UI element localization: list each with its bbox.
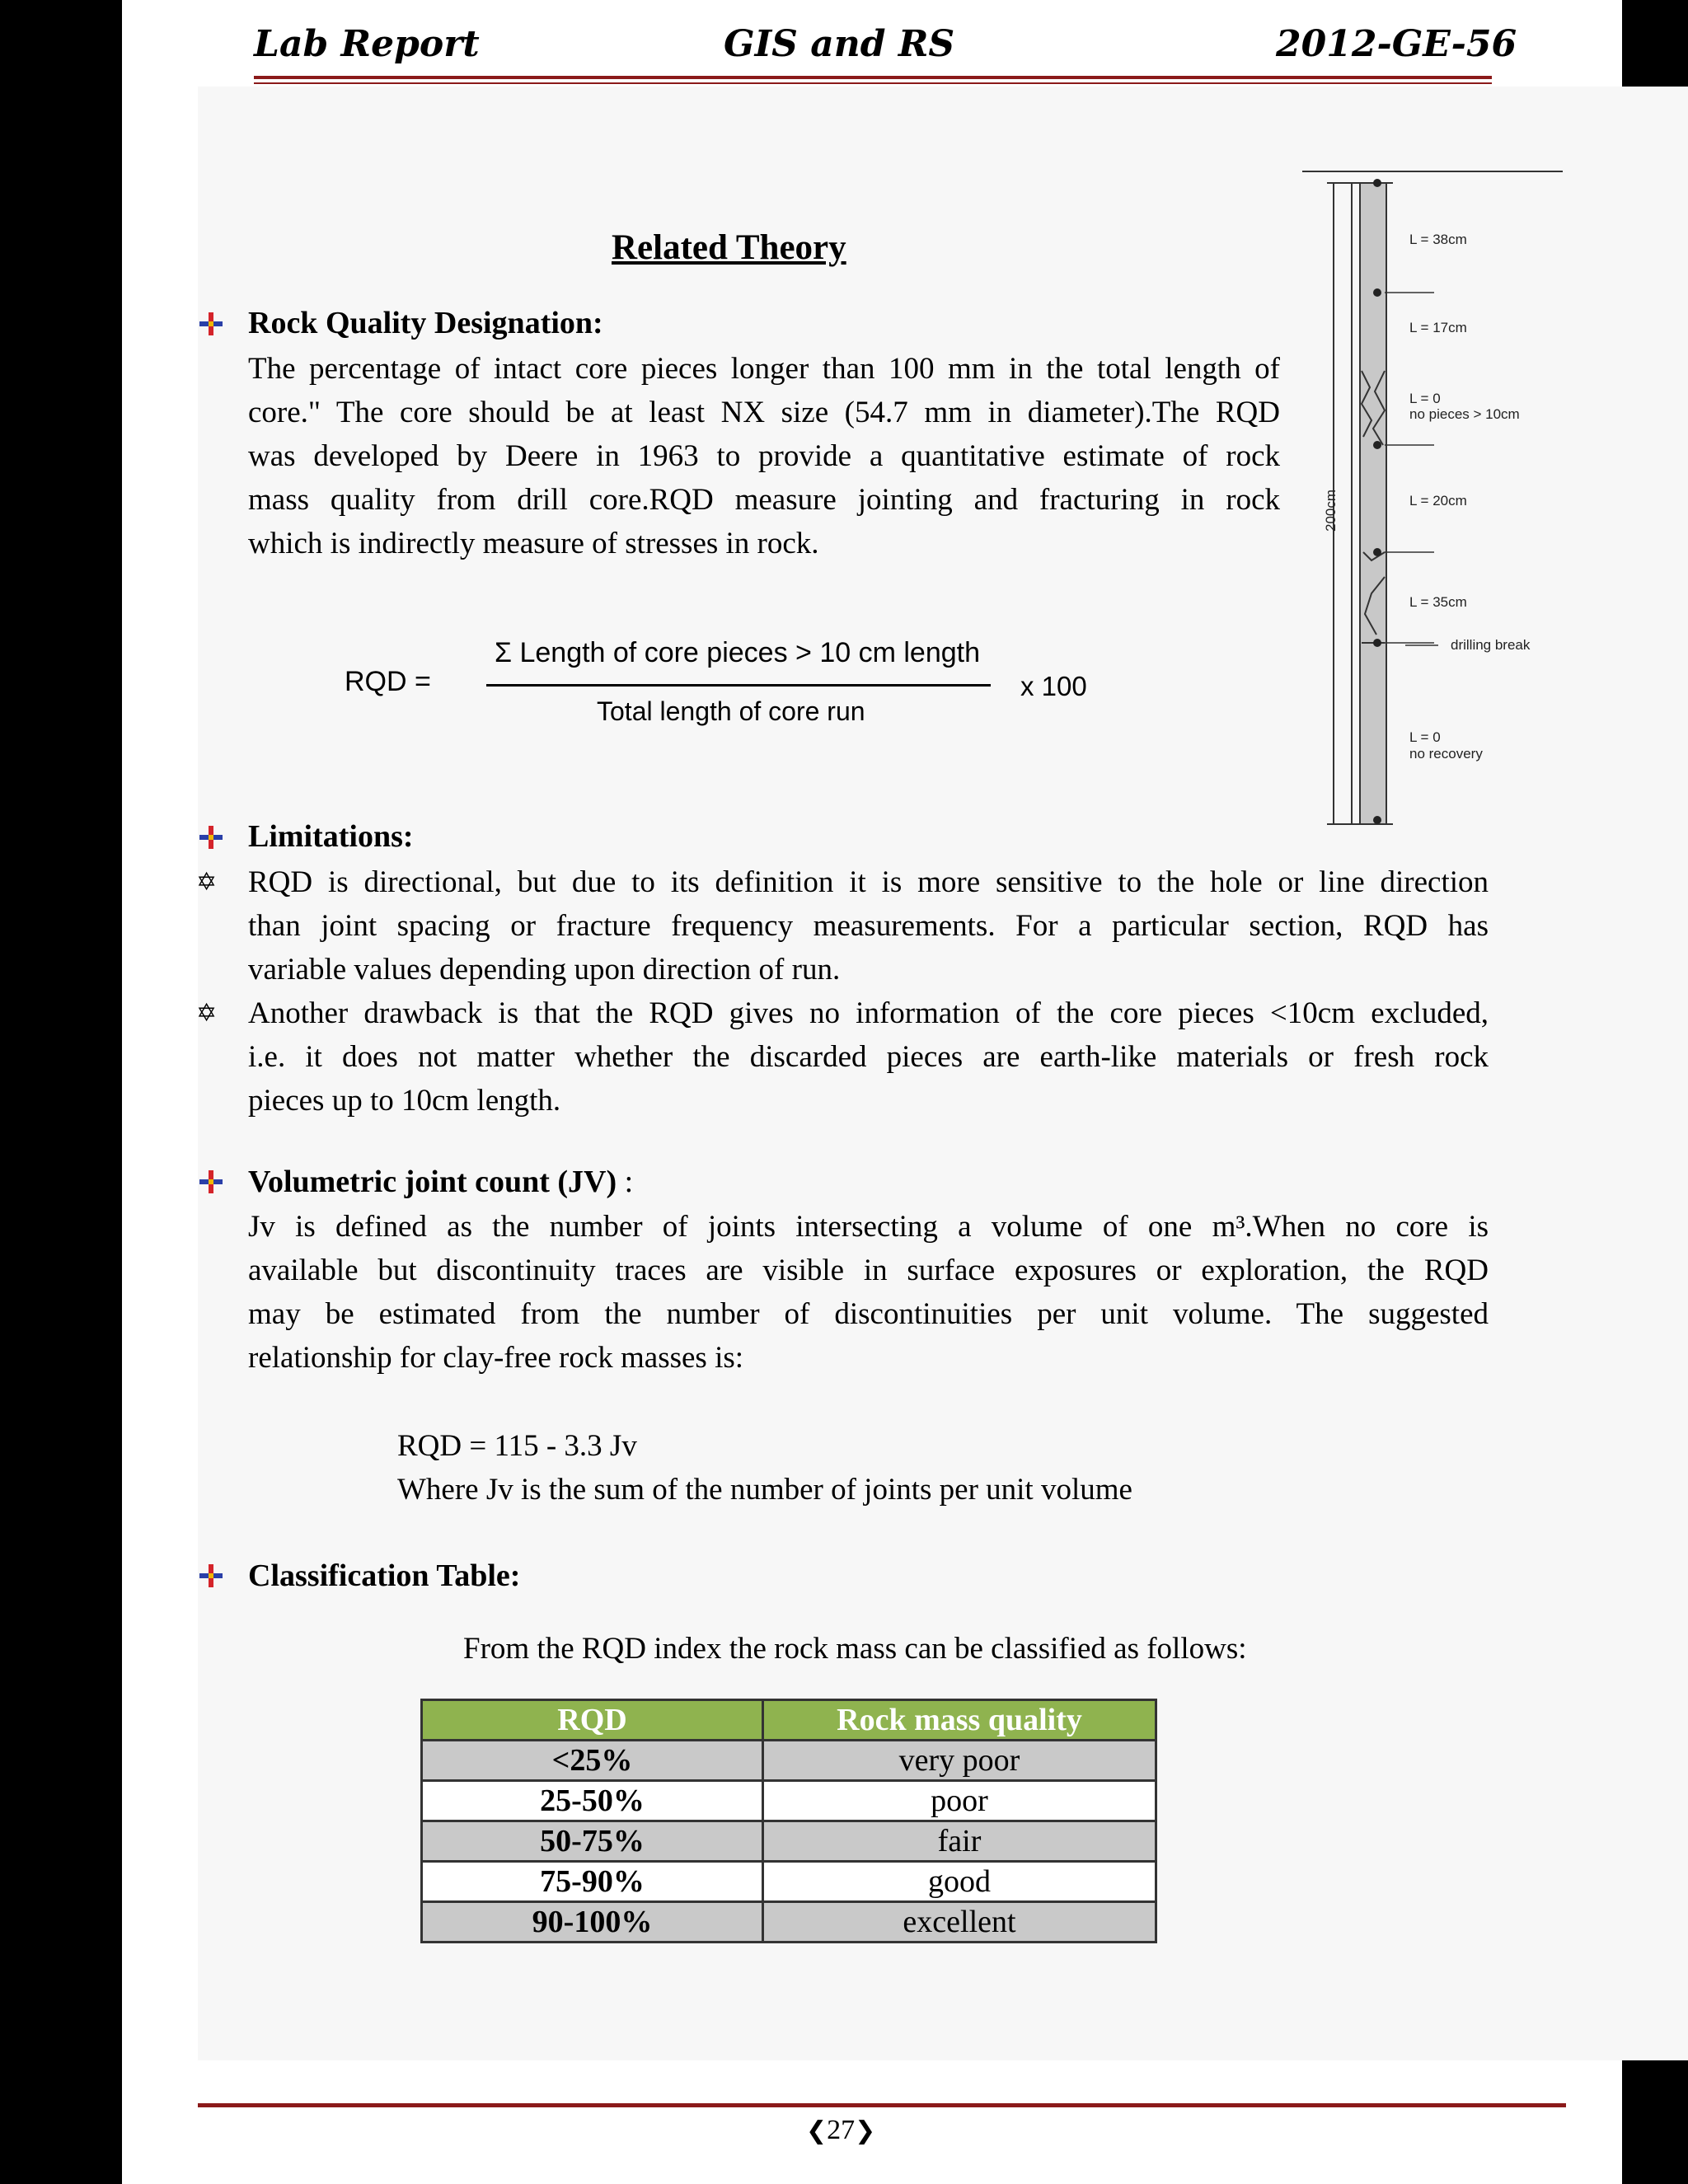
rqd-paragraph <box>248 347 1280 565</box>
classification-heading: Classification Table: <box>248 1558 521 1593</box>
rqd-line: was developed by Deere in 1963 to provide a quantitative estimate of rock <box>248 439 1280 473</box>
quality-cell: poor <box>763 1781 1156 1821</box>
plus-bullet-icon <box>198 1563 224 1589</box>
plus-bullet-icon <box>198 824 224 851</box>
plus-bullet-icon <box>198 1169 224 1195</box>
segment-note: drilling break <box>1451 637 1531 653</box>
jv-line: available but discontinuity traces are visible in surface exposures or exploration, the RQD <box>248 1254 1489 1287</box>
classification-table <box>420 1699 1157 1943</box>
segment-label: L = 17cm <box>1409 320 1467 335</box>
chevron-left-icon: ❮ <box>806 2116 828 2145</box>
segment-label: L = 35cm <box>1409 594 1467 610</box>
page-title: Related Theory <box>612 228 846 267</box>
header-right: 2012-GE-56 <box>1276 23 1517 65</box>
rqd-range-cell: 90-100% <box>422 1902 763 1943</box>
column-header: RQD <box>422 1700 763 1741</box>
formula-multiplier: x 100 <box>1020 671 1087 701</box>
jv-line: may be estimated from the number of discontinuities per unit volume. The suggested <box>248 1297 1489 1331</box>
segment-label: L = 20cm <box>1409 493 1467 509</box>
table-row <box>422 1741 1156 1781</box>
limitation-line: Another drawback is that the RQD gives no information of the core pieces <10cm excluded, <box>248 996 1489 1030</box>
jv-heading <box>248 1164 633 1200</box>
jv-equation-note: Where Jv is the sum of the number of joints per unit volume <box>397 1473 1132 1507</box>
table-row <box>422 1902 1156 1943</box>
formula-numerator: Σ Length of core pieces > 10 cm length <box>495 637 980 668</box>
limitations-heading: Limitations: <box>248 819 414 854</box>
formula-fraction-bar <box>486 684 991 687</box>
footer-rule <box>198 2103 1566 2107</box>
jv-paragraph <box>248 1205 1489 1380</box>
jv-heading-text: Volumetric joint count (JV) <box>248 1165 617 1199</box>
rqd-line: which is indirectly measure of stresses in rock. <box>248 527 819 560</box>
jv-line: Jv is defined as the number of joints intersecting a volume of one m³.When no core is <box>248 1210 1489 1244</box>
header-left: Lab Report <box>254 23 480 65</box>
star-bullet-icon: ✡ <box>196 999 218 1028</box>
limitation-line: i.e. it does not matter whether the discarded pieces are earth-like materials or fresh rock <box>248 1040 1489 1074</box>
limitation-line: than joint spacing or fracture frequency measurements. For a particular section, RQD has <box>248 909 1489 943</box>
core-run-diagram <box>1302 165 1566 832</box>
quality-cell: good <box>763 1862 1156 1902</box>
page-number <box>806 2115 875 2146</box>
table-header-row <box>422 1700 1156 1741</box>
table-row <box>422 1781 1156 1821</box>
rqd-range-cell: <25% <box>422 1741 763 1781</box>
formula-lhs: RQD = <box>345 666 431 697</box>
plus-bullet-icon <box>198 311 224 337</box>
limitation-item <box>248 991 1489 1122</box>
chevron-right-icon: ❯ <box>855 2116 876 2145</box>
formula-denominator: Total length of core run <box>597 696 865 726</box>
limitation-item <box>248 860 1489 991</box>
rqd-range-cell: 50-75% <box>422 1821 763 1862</box>
star-bullet-icon: ✡ <box>196 868 218 897</box>
segment-note: no pieces > 10cm <box>1409 406 1520 422</box>
header-center: GIS and RS <box>724 23 955 65</box>
jv-equation: RQD = 115 - 3.3 Jv <box>397 1429 637 1463</box>
column-header: Rock mass quality <box>763 1700 1156 1741</box>
rqd-range-cell: 25-50% <box>422 1781 763 1821</box>
quality-cell: fair <box>763 1821 1156 1862</box>
header-rule <box>254 76 1492 79</box>
classification-intro: From the RQD index the rock mass can be classified as follows: <box>463 1632 1247 1666</box>
page-number-value: 27 <box>827 2115 856 2145</box>
limitation-line: pieces up to 10cm length. <box>248 1084 561 1118</box>
table-row <box>422 1862 1156 1902</box>
limitation-line: RQD is directional, but due to its definition it is more sensitive to the hole or line direction <box>248 865 1489 899</box>
segment-note: no recovery <box>1409 746 1483 762</box>
rqd-line: mass quality from drill core.RQD measure jointing and fracturing in rock <box>248 483 1280 517</box>
core-length-label: 200cm <box>1323 489 1339 532</box>
core-column <box>1360 183 1386 824</box>
table-row <box>422 1821 1156 1862</box>
segment-label: L = 38cm <box>1409 232 1467 247</box>
quality-cell: very poor <box>763 1741 1156 1781</box>
quality-cell: excellent <box>763 1902 1156 1943</box>
limitation-line: variable values depending upon direction of run. <box>248 953 841 987</box>
rqd-line: core." The core should be at least NX size (54.7 mm in diameter).The RQD <box>248 396 1280 429</box>
jv-heading-suffix: : <box>617 1165 634 1199</box>
segment-label: L = 0 <box>1409 391 1441 406</box>
rqd-range-cell: 75-90% <box>422 1862 763 1902</box>
segment-label: L = 0 <box>1409 729 1441 745</box>
rqd-line: The percentage of intact core pieces longer than 100 mm in the total length of <box>248 352 1280 386</box>
rqd-heading: Rock Quality Designation: <box>248 306 603 340</box>
jv-line: relationship for clay-free rock masses is: <box>248 1341 744 1375</box>
header-rule-thin <box>254 82 1492 84</box>
